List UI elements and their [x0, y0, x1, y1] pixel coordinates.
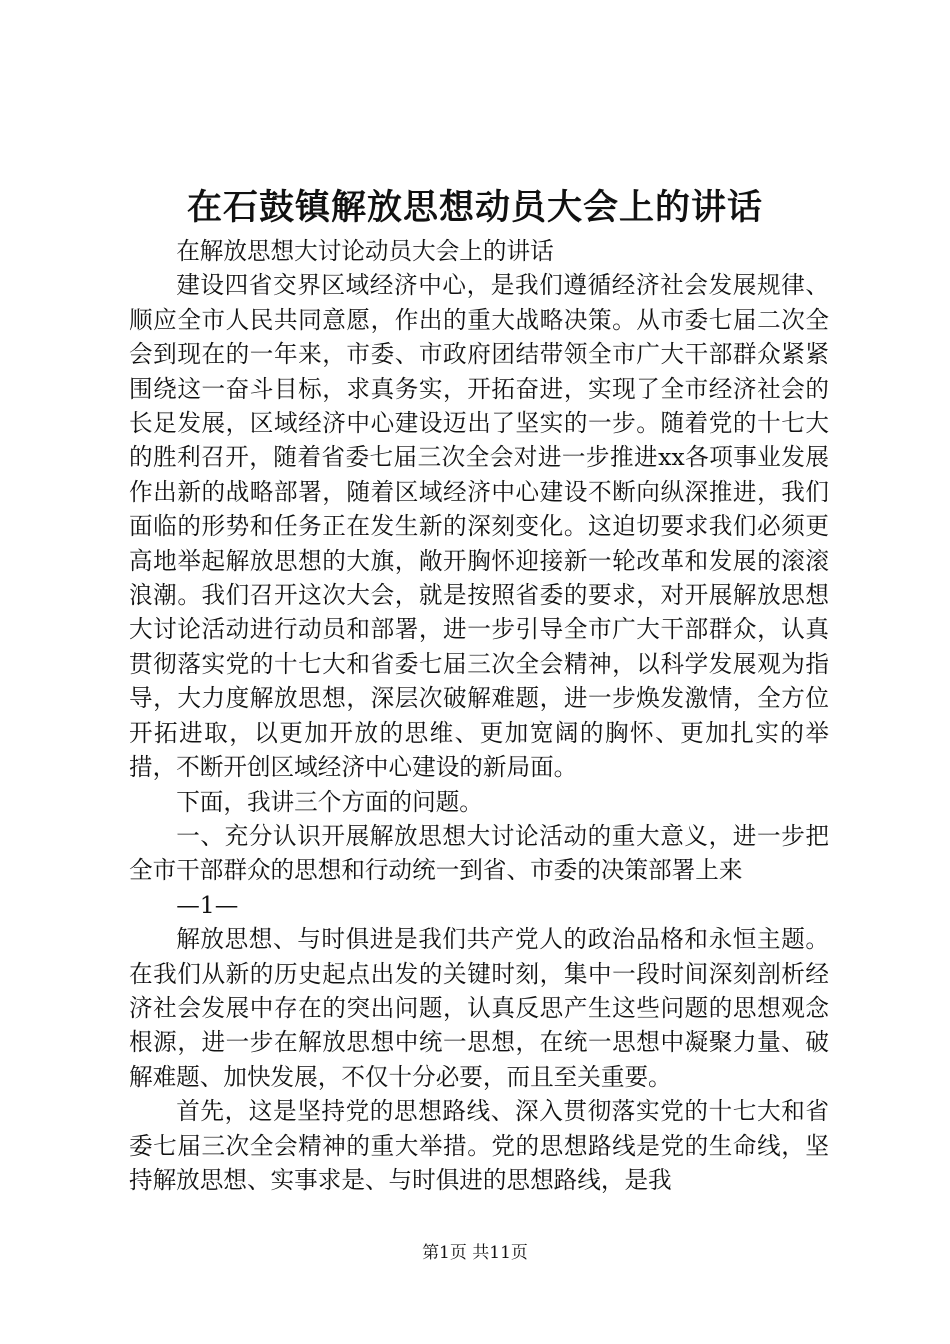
document-body: [129, 234, 829, 1197]
paragraph-outline: 下面，我讲三个方面的问题。: [176, 787, 483, 816]
inline-page-mark: —1—: [176, 890, 239, 919]
paragraph-subtitle: 在解放思想大讨论动员大会上的讲话: [176, 237, 554, 265]
page-footer: 第1页 共11页: [422, 1243, 528, 1263]
paragraph-intro: 建设四省交界区域经济中心，是我们遵循经济社会发展规律、顺应全市人民共同意愿，作出的重大战略决策。从市委七届二次全会到现在的一年来，市委、市政府团结带领全市广大干部群众紧紧围绕这一奋斗目标，求真务实，开拓奋进，实现了全市经济社会的长足发展，区域经济中心建设迈出了坚实的一步。随着党的十七大的胜利召开，随着省委七届三次全会对进一步推进xx各项事业发展作出新的战略部署，随着区域经济中心建设不断向纵深推进，我们面临的形势和任务正在发生新的深刻变化。这迫切要求我们必须更高地举起解放思想的大旗，敞开胸怀迎接新一轮改革和发展的滚滚浪潮。我们召开这次大会，就是按照省委的要求，对开展解放思想大讨论活动进行动员和部署，进一步引导全市广大干部群众，认真贯彻落实党的十七大和省委七届三次全会精神，以科学发展观为指导，大力度解放思想，深层次破解难题，进一步焕发激情，全方位开拓进取，以更加开放的思维、更加宽阔的胸怀、更加扎实的举措，不断开创区域经济中心建设的新局面。: [129, 271, 829, 782]
paragraph-significance: 解放思想、与时俱进是我们共产党人的政治品格和永恒主题。在我们从新的历史起点出发的关键时刻，集中一段时间深刻剖析经济社会发展中存在的突出问题，认真反思产生这些问题的思想观念根源，进一步在解放思想中统一思想，在统一思想中凝聚力量、破解难题、加快发展，不仅十分必要，而且至关重要。: [129, 925, 829, 1091]
paragraph-first-point: 首先，这是坚持党的思想路线、深入贯彻落实党的十七大和省委七届三次全会精神的重大举措。党的思想路线是党的生命线，坚持解放思想、实事求是、与时俱进的思想路线，是我: [129, 1097, 829, 1194]
paragraph-section-heading: 一、充分认识开展解放思想大讨论活动的重大意义，进一步把全市干部群众的思想和行动统一到省、市委的决策部署上来: [129, 821, 829, 885]
document-title: 在石鼓镇解放思想动员大会上的讲话: [186, 187, 763, 228]
